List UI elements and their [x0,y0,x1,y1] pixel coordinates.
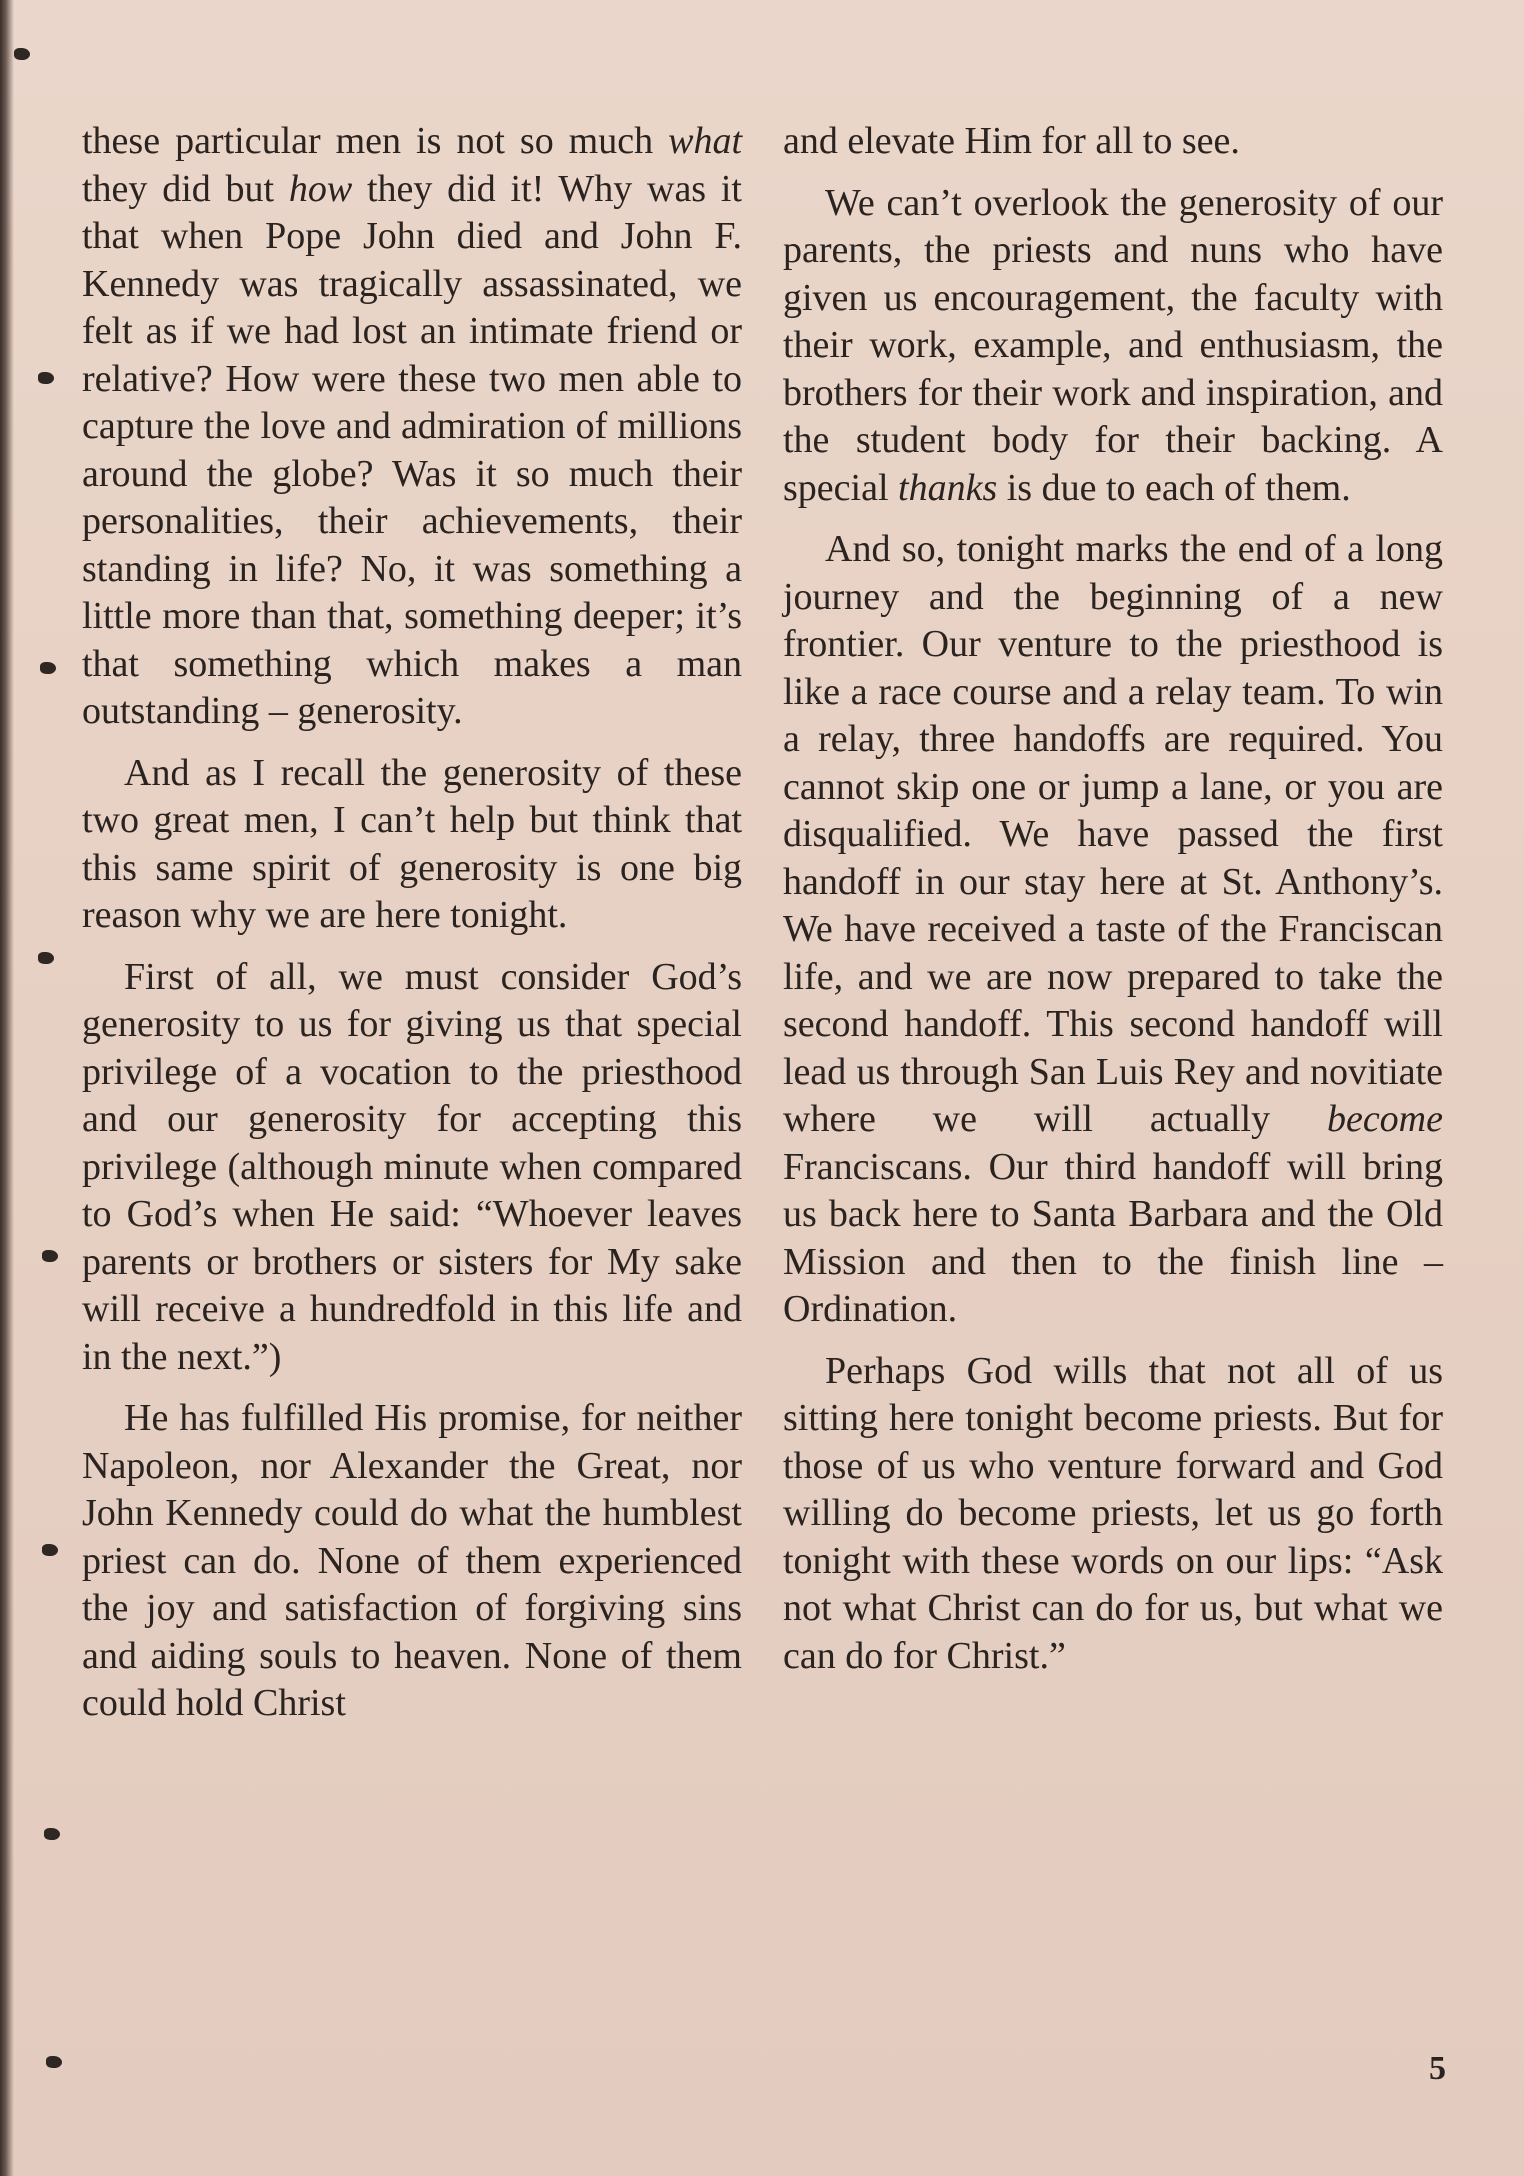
text-run: And as I recall the generosity of these two great men, I can’t help but think that this same spirit of generosity is one big reason why we are here tonight. [82,751,742,936]
text-run: First of all, we must consider God’s generosity to us for giving us that special privilege of a vocation to the priesthood and our generosity for accepting this privilege (although minute when compared to God’s when He said: “Whoever leaves parents or brothers or sisters for My sake will receive a hundredfold in this life and in the next.”) [82,955,742,1378]
paragraph [82,750,742,940]
staple-mark [46,2056,62,2068]
staple-mark [44,1828,60,1840]
staple-mark [40,662,56,674]
paragraph [783,1348,1443,1681]
staple-mark [38,372,54,384]
left-column [82,118,742,1742]
staple-mark [14,48,30,60]
paragraph [783,526,1443,1334]
binding-edge [0,0,14,2176]
paragraph [783,118,1443,166]
text-run: Franciscans. Our third handoff will bring us back here to Santa Barbara and the Old Mission and then to the finish line – Ordination. [783,1145,1443,1330]
text-run: and elevate Him for all to see. [783,120,1240,162]
text-run: is due to each of them. [997,466,1351,509]
right-column [783,118,1443,1694]
text-run: He has fulfilled His promise, for neither Napoleon, nor Alexander the Great, nor John Kennedy could do what the humblest priest can do. None of them experienced the joy and satisfaction of forgiving sins and aiding souls to heaven. None of them could hold Christ [82,1397,742,1724]
text-run: they did but [82,167,289,210]
emphasized-text: what [668,120,742,162]
paragraph [82,954,742,1382]
paragraph [82,1395,742,1728]
text-run: they did it! Why was it that when Pope John died and John F. Kennedy was tragically assassinated, we felt as if we had lost an intimate friend or relative? How were these two men able to capture the love and admiration of millions around the globe? Was it so much their personalities, their achievements, their standing in life? No, it was something a little more than that, something deeper; it’s that something which makes a man outstanding – generosity. [82,167,742,732]
staple-mark [38,952,54,964]
emphasized-text: how [288,167,353,210]
emphasized-text: thanks [898,466,998,509]
staple-mark [42,1250,58,1262]
staple-mark [42,1544,58,1556]
paragraph [783,180,1443,513]
text-run: Perhaps God wills that not all of us sitting here tonight become priests. But for those of us who venture forward and God willing do become priests, let us go forth tonight with these words on our lips: “Ask not what Christ can do for us, but what we can do for Christ.” [783,1349,1443,1677]
text-run: these particular men is not so much [82,120,669,162]
emphasized-text: become [1326,1098,1443,1140]
text-run: We can’t overlook the generosity of our parents, the priests and nuns who have given us encouragement, the faculty with their work, example, and enthusiasm, the brothers for their work and inspiration, and the student body for their backing. A special [783,181,1443,509]
paragraph [82,118,742,736]
text-run: And so, tonight marks the end of a long journey and the beginning of a new frontier. Our venture to the priesthood is like a race course and a relay team. To win a relay, three handoffs are required. You cannot skip one or jump a lane, or you are disqualified. We have passed the first handoff in our stay here at St. Anthony’s. We have received a taste of the Franciscan life, and we are now prepared to take the second handoff. This second handoff will lead us through San Luis Rey and novitiate where we will actually [783,528,1443,1140]
page-number: 5 [1429,2050,1446,2087]
